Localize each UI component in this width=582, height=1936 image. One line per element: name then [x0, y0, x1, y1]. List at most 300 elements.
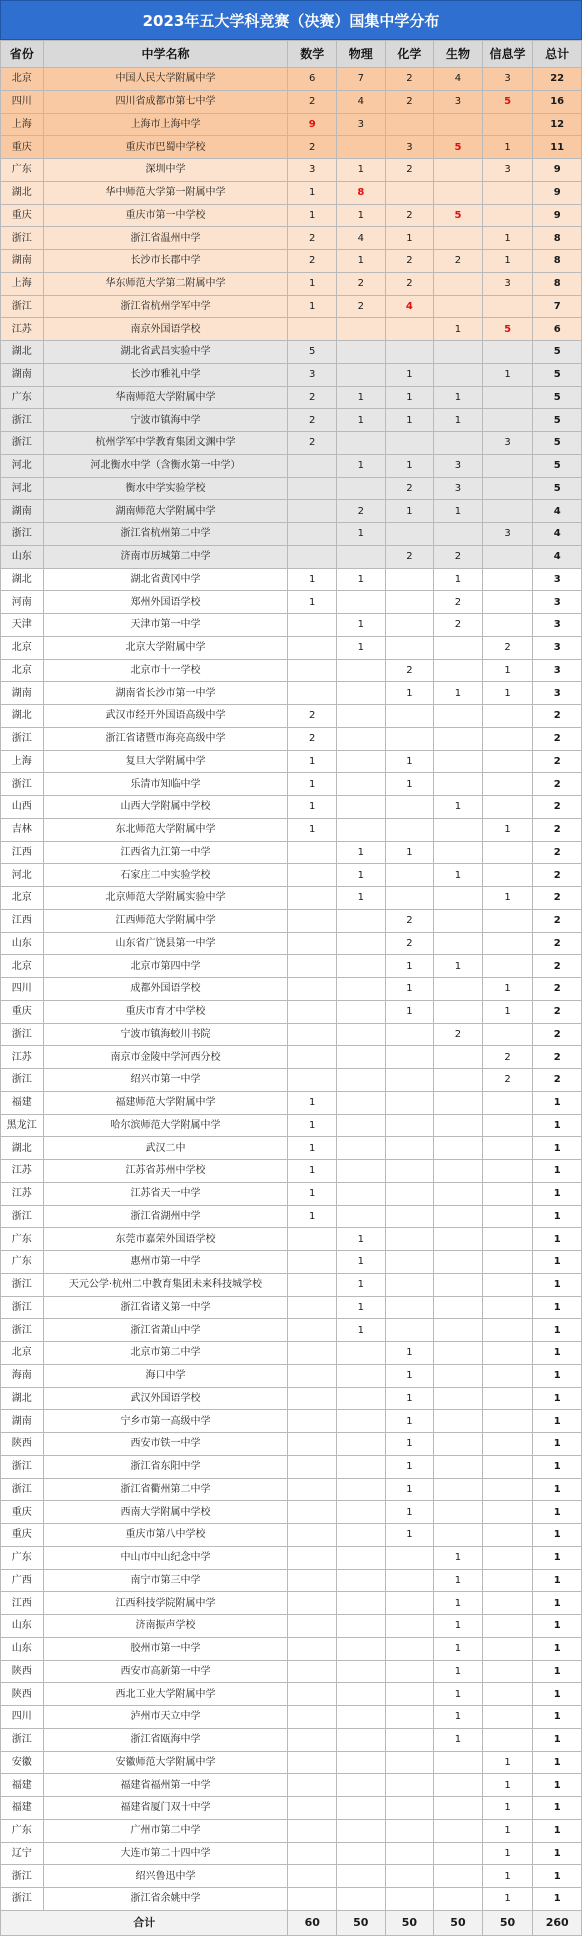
table-row: [1, 978, 582, 1001]
cell-chemistry: [385, 523, 434, 546]
cell-total: 4: [533, 545, 582, 568]
cell-province: 上海: [1, 750, 44, 773]
cell-school: 济南市历城第二中学: [43, 545, 288, 568]
cell-math: [288, 1273, 337, 1296]
cell-math: [288, 1615, 337, 1638]
cell-school: 浙江省温州中学: [43, 227, 288, 250]
cell-physics: [337, 432, 386, 455]
cell-chemistry: 2: [385, 932, 434, 955]
cell-informatics: [482, 1683, 533, 1706]
cell-biology: [434, 113, 483, 136]
cell-math: [288, 636, 337, 659]
cell-biology: [434, 1114, 483, 1137]
cell-informatics: [482, 454, 533, 477]
table-row: [1, 1251, 582, 1274]
cell-chemistry: 1: [385, 500, 434, 523]
cell-biology: [434, 1387, 483, 1410]
cell-informatics: [482, 773, 533, 796]
cell-total: 1: [533, 1160, 582, 1183]
cell-physics: [337, 796, 386, 819]
cell-school: 东北师范大学附属中学: [43, 818, 288, 841]
cell-province: 重庆: [1, 1524, 44, 1547]
cell-province: 陕西: [1, 1433, 44, 1456]
table-row: [1, 1023, 582, 1046]
cell-school: 安徽师范大学附属中学: [43, 1751, 288, 1774]
cell-informatics: [482, 113, 533, 136]
cell-biology: [434, 523, 483, 546]
cell-biology: 1: [434, 682, 483, 705]
cell-total: 8: [533, 272, 582, 295]
cell-biology: 2: [434, 591, 483, 614]
cell-province: 湖北: [1, 1137, 44, 1160]
cell-physics: [337, 1478, 386, 1501]
cell-biology: [434, 1069, 483, 1092]
cell-physics: [337, 1569, 386, 1592]
cell-province: 北京: [1, 1342, 44, 1365]
cell-school: 山西大学附属中学校: [43, 796, 288, 819]
cell-math: 6: [288, 68, 337, 91]
cell-province: 浙江: [1, 1478, 44, 1501]
table-row: [1, 750, 582, 773]
cell-math: 1: [288, 295, 337, 318]
cell-informatics: 2: [482, 1069, 533, 1092]
total-informatics: 50: [482, 1910, 533, 1935]
cell-total: 4: [533, 500, 582, 523]
cell-biology: [434, 1865, 483, 1888]
cell-biology: [434, 932, 483, 955]
cell-total: 2: [533, 1069, 582, 1092]
cell-chemistry: [385, 1296, 434, 1319]
table-row: [1, 386, 582, 409]
cell-school: 广州市第二中学: [43, 1819, 288, 1842]
cell-biology: [434, 1091, 483, 1114]
cell-math: [288, 864, 337, 887]
cell-biology: [434, 1228, 483, 1251]
cell-physics: [337, 1205, 386, 1228]
cell-total: 1: [533, 1569, 582, 1592]
cell-informatics: 1: [482, 136, 533, 159]
cell-province: 湖北: [1, 181, 44, 204]
cell-province: 江苏: [1, 318, 44, 341]
cell-chemistry: [385, 1842, 434, 1865]
cell-informatics: [482, 1342, 533, 1365]
cell-total: 1: [533, 1478, 582, 1501]
cell-chemistry: [385, 1615, 434, 1638]
cell-chemistry: 1: [385, 773, 434, 796]
cell-school: 武汉市经开外国语高级中学: [43, 705, 288, 728]
cell-province: 山东: [1, 545, 44, 568]
cell-physics: [337, 773, 386, 796]
cell-math: [288, 909, 337, 932]
cell-province: 广东: [1, 1819, 44, 1842]
cell-biology: 1: [434, 1546, 483, 1569]
cell-informatics: 1: [482, 1774, 533, 1797]
cell-school: 重庆市育才中学校: [43, 1000, 288, 1023]
cell-school: 江西省九江第一中学: [43, 841, 288, 864]
cell-biology: 2: [434, 614, 483, 637]
cell-informatics: [482, 1728, 533, 1751]
cell-informatics: [482, 295, 533, 318]
cell-physics: [337, 1046, 386, 1069]
cell-informatics: [482, 1205, 533, 1228]
cell-informatics: 2: [482, 1046, 533, 1069]
cell-school: 长沙市雅礼中学: [43, 363, 288, 386]
cell-province: 四川: [1, 1706, 44, 1729]
cell-total: 1: [533, 1592, 582, 1615]
cell-province: 海南: [1, 1364, 44, 1387]
header-math: 数学: [288, 41, 337, 68]
cell-total: 6: [533, 318, 582, 341]
cell-physics: [337, 1000, 386, 1023]
cell-school: 西安市铁一中学: [43, 1433, 288, 1456]
cell-chemistry: [385, 181, 434, 204]
cell-total: 9: [533, 204, 582, 227]
cell-school: 重庆市第一中学校: [43, 204, 288, 227]
cell-biology: [434, 1455, 483, 1478]
cell-province: 福建: [1, 1797, 44, 1820]
cell-chemistry: [385, 1569, 434, 1592]
cell-chemistry: 1: [385, 363, 434, 386]
cell-chemistry: 1: [385, 682, 434, 705]
cell-biology: 5: [434, 204, 483, 227]
cell-informatics: [482, 1455, 533, 1478]
cell-province: 湖北: [1, 1387, 44, 1410]
cell-biology: [434, 727, 483, 750]
cell-school: 长沙市长郡中学: [43, 250, 288, 273]
cell-school: 江西师范大学附属中学: [43, 909, 288, 932]
cell-total: 1: [533, 1888, 582, 1911]
cell-province: 重庆: [1, 136, 44, 159]
cell-chemistry: [385, 636, 434, 659]
cell-math: [288, 1296, 337, 1319]
cell-physics: [337, 750, 386, 773]
cell-chemistry: 4: [385, 295, 434, 318]
cell-chemistry: 2: [385, 909, 434, 932]
cell-chemistry: [385, 614, 434, 637]
cell-physics: [337, 1888, 386, 1911]
table-header: [1, 41, 582, 68]
cell-informatics: [482, 1660, 533, 1683]
cell-school: 宁波市镇海蛟川书院: [43, 1023, 288, 1046]
cell-informatics: 1: [482, 363, 533, 386]
cell-informatics: [482, 1137, 533, 1160]
cell-chemistry: [385, 1888, 434, 1911]
cell-biology: [434, 1410, 483, 1433]
cell-chemistry: [385, 864, 434, 887]
cell-informatics: [482, 1387, 533, 1410]
cell-physics: [337, 727, 386, 750]
cell-math: [288, 1069, 337, 1092]
cell-informatics: 3: [482, 523, 533, 546]
cell-chemistry: [385, 1819, 434, 1842]
cell-total: 2: [533, 864, 582, 887]
cell-physics: [337, 363, 386, 386]
cell-math: [288, 1683, 337, 1706]
cell-total: 1: [533, 1660, 582, 1683]
cell-informatics: [482, 1706, 533, 1729]
cell-total: 2: [533, 773, 582, 796]
cell-total: 1: [533, 1774, 582, 1797]
cell-biology: [434, 1182, 483, 1205]
cell-total: 1: [533, 1114, 582, 1137]
cell-biology: [434, 659, 483, 682]
table-row: [1, 773, 582, 796]
cell-total: 2: [533, 796, 582, 819]
table-row: [1, 1819, 582, 1842]
cell-informatics: [482, 1410, 533, 1433]
cell-math: [288, 1046, 337, 1069]
cell-school: 武汉二中: [43, 1137, 288, 1160]
cell-biology: 1: [434, 568, 483, 591]
cell-province: 陕西: [1, 1660, 44, 1683]
cell-informatics: [482, 1273, 533, 1296]
cell-informatics: [482, 955, 533, 978]
cell-physics: 1: [337, 568, 386, 591]
cell-school: 武汉外国语学校: [43, 1387, 288, 1410]
cell-chemistry: [385, 1728, 434, 1751]
cell-math: [288, 1433, 337, 1456]
cell-total: 1: [533, 1296, 582, 1319]
cell-math: [288, 1637, 337, 1660]
cell-physics: 1: [337, 1228, 386, 1251]
cell-school: 天津市第一中学: [43, 614, 288, 637]
cell-math: 1: [288, 1205, 337, 1228]
cell-physics: 4: [337, 227, 386, 250]
cell-province: 浙江: [1, 727, 44, 750]
cell-physics: [337, 955, 386, 978]
cell-total: 2: [533, 750, 582, 773]
cell-biology: [434, 705, 483, 728]
cell-informatics: [482, 796, 533, 819]
header-physics: 物理: [337, 41, 386, 68]
cell-total: 1: [533, 1751, 582, 1774]
cell-chemistry: 1: [385, 978, 434, 1001]
cell-informatics: [482, 181, 533, 204]
cell-physics: [337, 682, 386, 705]
table-row: [1, 1000, 582, 1023]
cell-chemistry: [385, 341, 434, 364]
cell-math: [288, 1819, 337, 1842]
cell-informatics: [482, 1615, 533, 1638]
cell-total: 16: [533, 90, 582, 113]
cell-biology: 3: [434, 90, 483, 113]
cell-informatics: [482, 204, 533, 227]
cell-total: 5: [533, 454, 582, 477]
cell-biology: 1: [434, 1637, 483, 1660]
cell-informatics: [482, 1251, 533, 1274]
cell-school: 乐清市知临中学: [43, 773, 288, 796]
cell-school: 湖南省长沙市第一中学: [43, 682, 288, 705]
cell-physics: [337, 1706, 386, 1729]
table-row: [1, 250, 582, 273]
cell-chemistry: 2: [385, 250, 434, 273]
cell-informatics: 1: [482, 1888, 533, 1911]
cell-physics: 1: [337, 250, 386, 273]
cell-informatics: [482, 1160, 533, 1183]
cell-school: 浙江省杭州学军中学: [43, 295, 288, 318]
cell-province: 广东: [1, 159, 44, 182]
cell-informatics: [482, 409, 533, 432]
cell-biology: [434, 1137, 483, 1160]
cell-chemistry: [385, 1319, 434, 1342]
cell-physics: [337, 1091, 386, 1114]
table-row: [1, 523, 582, 546]
cell-province: 辽宁: [1, 1842, 44, 1865]
cell-physics: 4: [337, 90, 386, 113]
table-row: [1, 1433, 582, 1456]
table-row: [1, 1273, 582, 1296]
cell-physics: 1: [337, 841, 386, 864]
cell-biology: 1: [434, 386, 483, 409]
cell-province: 北京: [1, 68, 44, 91]
table-row: [1, 1410, 582, 1433]
cell-chemistry: [385, 1546, 434, 1569]
table-row: [1, 1228, 582, 1251]
cell-math: 3: [288, 363, 337, 386]
cell-province: 山东: [1, 932, 44, 955]
cell-province: 重庆: [1, 1000, 44, 1023]
table-row: [1, 1615, 582, 1638]
cell-math: 1: [288, 1160, 337, 1183]
cell-physics: [337, 1660, 386, 1683]
table-row: [1, 1205, 582, 1228]
cell-total: 5: [533, 386, 582, 409]
cell-informatics: [482, 1114, 533, 1137]
cell-total: 2: [533, 705, 582, 728]
cell-informatics: 1: [482, 1751, 533, 1774]
cell-school: 华南师范大学附属中学: [43, 386, 288, 409]
cell-total: 1: [533, 1524, 582, 1547]
cell-chemistry: [385, 1091, 434, 1114]
cell-biology: [434, 1342, 483, 1365]
cell-total: 9: [533, 181, 582, 204]
cell-math: [288, 1478, 337, 1501]
total-physics: 50: [337, 1910, 386, 1935]
cell-physics: [337, 978, 386, 1001]
cell-informatics: [482, 614, 533, 637]
cell-school: 郑州外国语学校: [43, 591, 288, 614]
cell-math: [288, 1410, 337, 1433]
cell-informatics: 1: [482, 227, 533, 250]
table-row: [1, 477, 582, 500]
cell-informatics: 1: [482, 887, 533, 910]
cell-total: 1: [533, 1319, 582, 1342]
table-row: [1, 1478, 582, 1501]
cell-biology: [434, 159, 483, 182]
table-row: [1, 68, 582, 91]
cell-school: 华中师范大学第一附属中学: [43, 181, 288, 204]
cell-biology: [434, 818, 483, 841]
cell-province: 天津: [1, 614, 44, 637]
cell-biology: [434, 1819, 483, 1842]
cell-math: 1: [288, 1091, 337, 1114]
cell-province: 湖北: [1, 705, 44, 728]
table-row: [1, 796, 582, 819]
table-row: [1, 1774, 582, 1797]
cell-school: 江苏省苏州中学校: [43, 1160, 288, 1183]
cell-math: [288, 614, 337, 637]
cell-informatics: [482, 1182, 533, 1205]
cell-math: [288, 659, 337, 682]
cell-chemistry: 2: [385, 90, 434, 113]
cell-total: 1: [533, 1205, 582, 1228]
cell-school: 绍兴鲁迅中学: [43, 1865, 288, 1888]
cell-informatics: 1: [482, 1819, 533, 1842]
cell-province: 浙江: [1, 432, 44, 455]
header-biology: 生物: [434, 41, 483, 68]
total-biology: 50: [434, 1910, 483, 1935]
table-row: [1, 318, 582, 341]
cell-province: 山西: [1, 796, 44, 819]
cell-physics: 1: [337, 386, 386, 409]
cell-school: 江西科技学院附属中学: [43, 1592, 288, 1615]
cell-school: 衡水中学实验学校: [43, 477, 288, 500]
cell-physics: [337, 909, 386, 932]
cell-physics: [337, 1364, 386, 1387]
cell-biology: 1: [434, 864, 483, 887]
cell-total: 2: [533, 1046, 582, 1069]
cell-biology: 5: [434, 136, 483, 159]
cell-total: 1: [533, 1364, 582, 1387]
cell-math: 1: [288, 796, 337, 819]
cell-school: 上海市上海中学: [43, 113, 288, 136]
cell-chemistry: [385, 1023, 434, 1046]
cell-total: 1: [533, 1728, 582, 1751]
table-row: [1, 636, 582, 659]
cell-math: [288, 1023, 337, 1046]
cell-biology: [434, 341, 483, 364]
table-row: [1, 454, 582, 477]
cell-total: 9: [533, 159, 582, 182]
cell-math: [288, 1342, 337, 1365]
cell-informatics: 1: [482, 818, 533, 841]
cell-math: [288, 454, 337, 477]
cell-school: 浙江省东阳中学: [43, 1455, 288, 1478]
cell-biology: 1: [434, 1683, 483, 1706]
cell-math: [288, 1387, 337, 1410]
cell-math: [288, 1000, 337, 1023]
cell-biology: [434, 1433, 483, 1456]
table-row: [1, 887, 582, 910]
cell-school: 杭州学军中学教育集团文渊中学: [43, 432, 288, 455]
cell-biology: [434, 181, 483, 204]
cell-province: 浙江: [1, 227, 44, 250]
cell-math: [288, 1251, 337, 1274]
cell-school: 山东省广饶县第一中学: [43, 932, 288, 955]
cell-chemistry: [385, 1660, 434, 1683]
table-row: [1, 659, 582, 682]
total-chemistry: 50: [385, 1910, 434, 1935]
cell-total: 1: [533, 1433, 582, 1456]
cell-chemistry: [385, 1751, 434, 1774]
cell-chemistry: 2: [385, 477, 434, 500]
cell-chemistry: [385, 1251, 434, 1274]
cell-school: 河北衡水中学（含衡水第一中学）: [43, 454, 288, 477]
cell-informatics: 3: [482, 432, 533, 455]
cell-biology: [434, 1524, 483, 1547]
table-body: [1, 68, 582, 1911]
cell-province: 湖南: [1, 363, 44, 386]
cell-chemistry: 1: [385, 386, 434, 409]
cell-school: 浙江省湖州中学: [43, 1205, 288, 1228]
cell-physics: [337, 341, 386, 364]
cell-physics: [337, 659, 386, 682]
distribution-table: [0, 40, 582, 1936]
cell-informatics: 3: [482, 68, 533, 91]
cell-province: 江西: [1, 909, 44, 932]
table-row: [1, 341, 582, 364]
cell-province: 江苏: [1, 1182, 44, 1205]
